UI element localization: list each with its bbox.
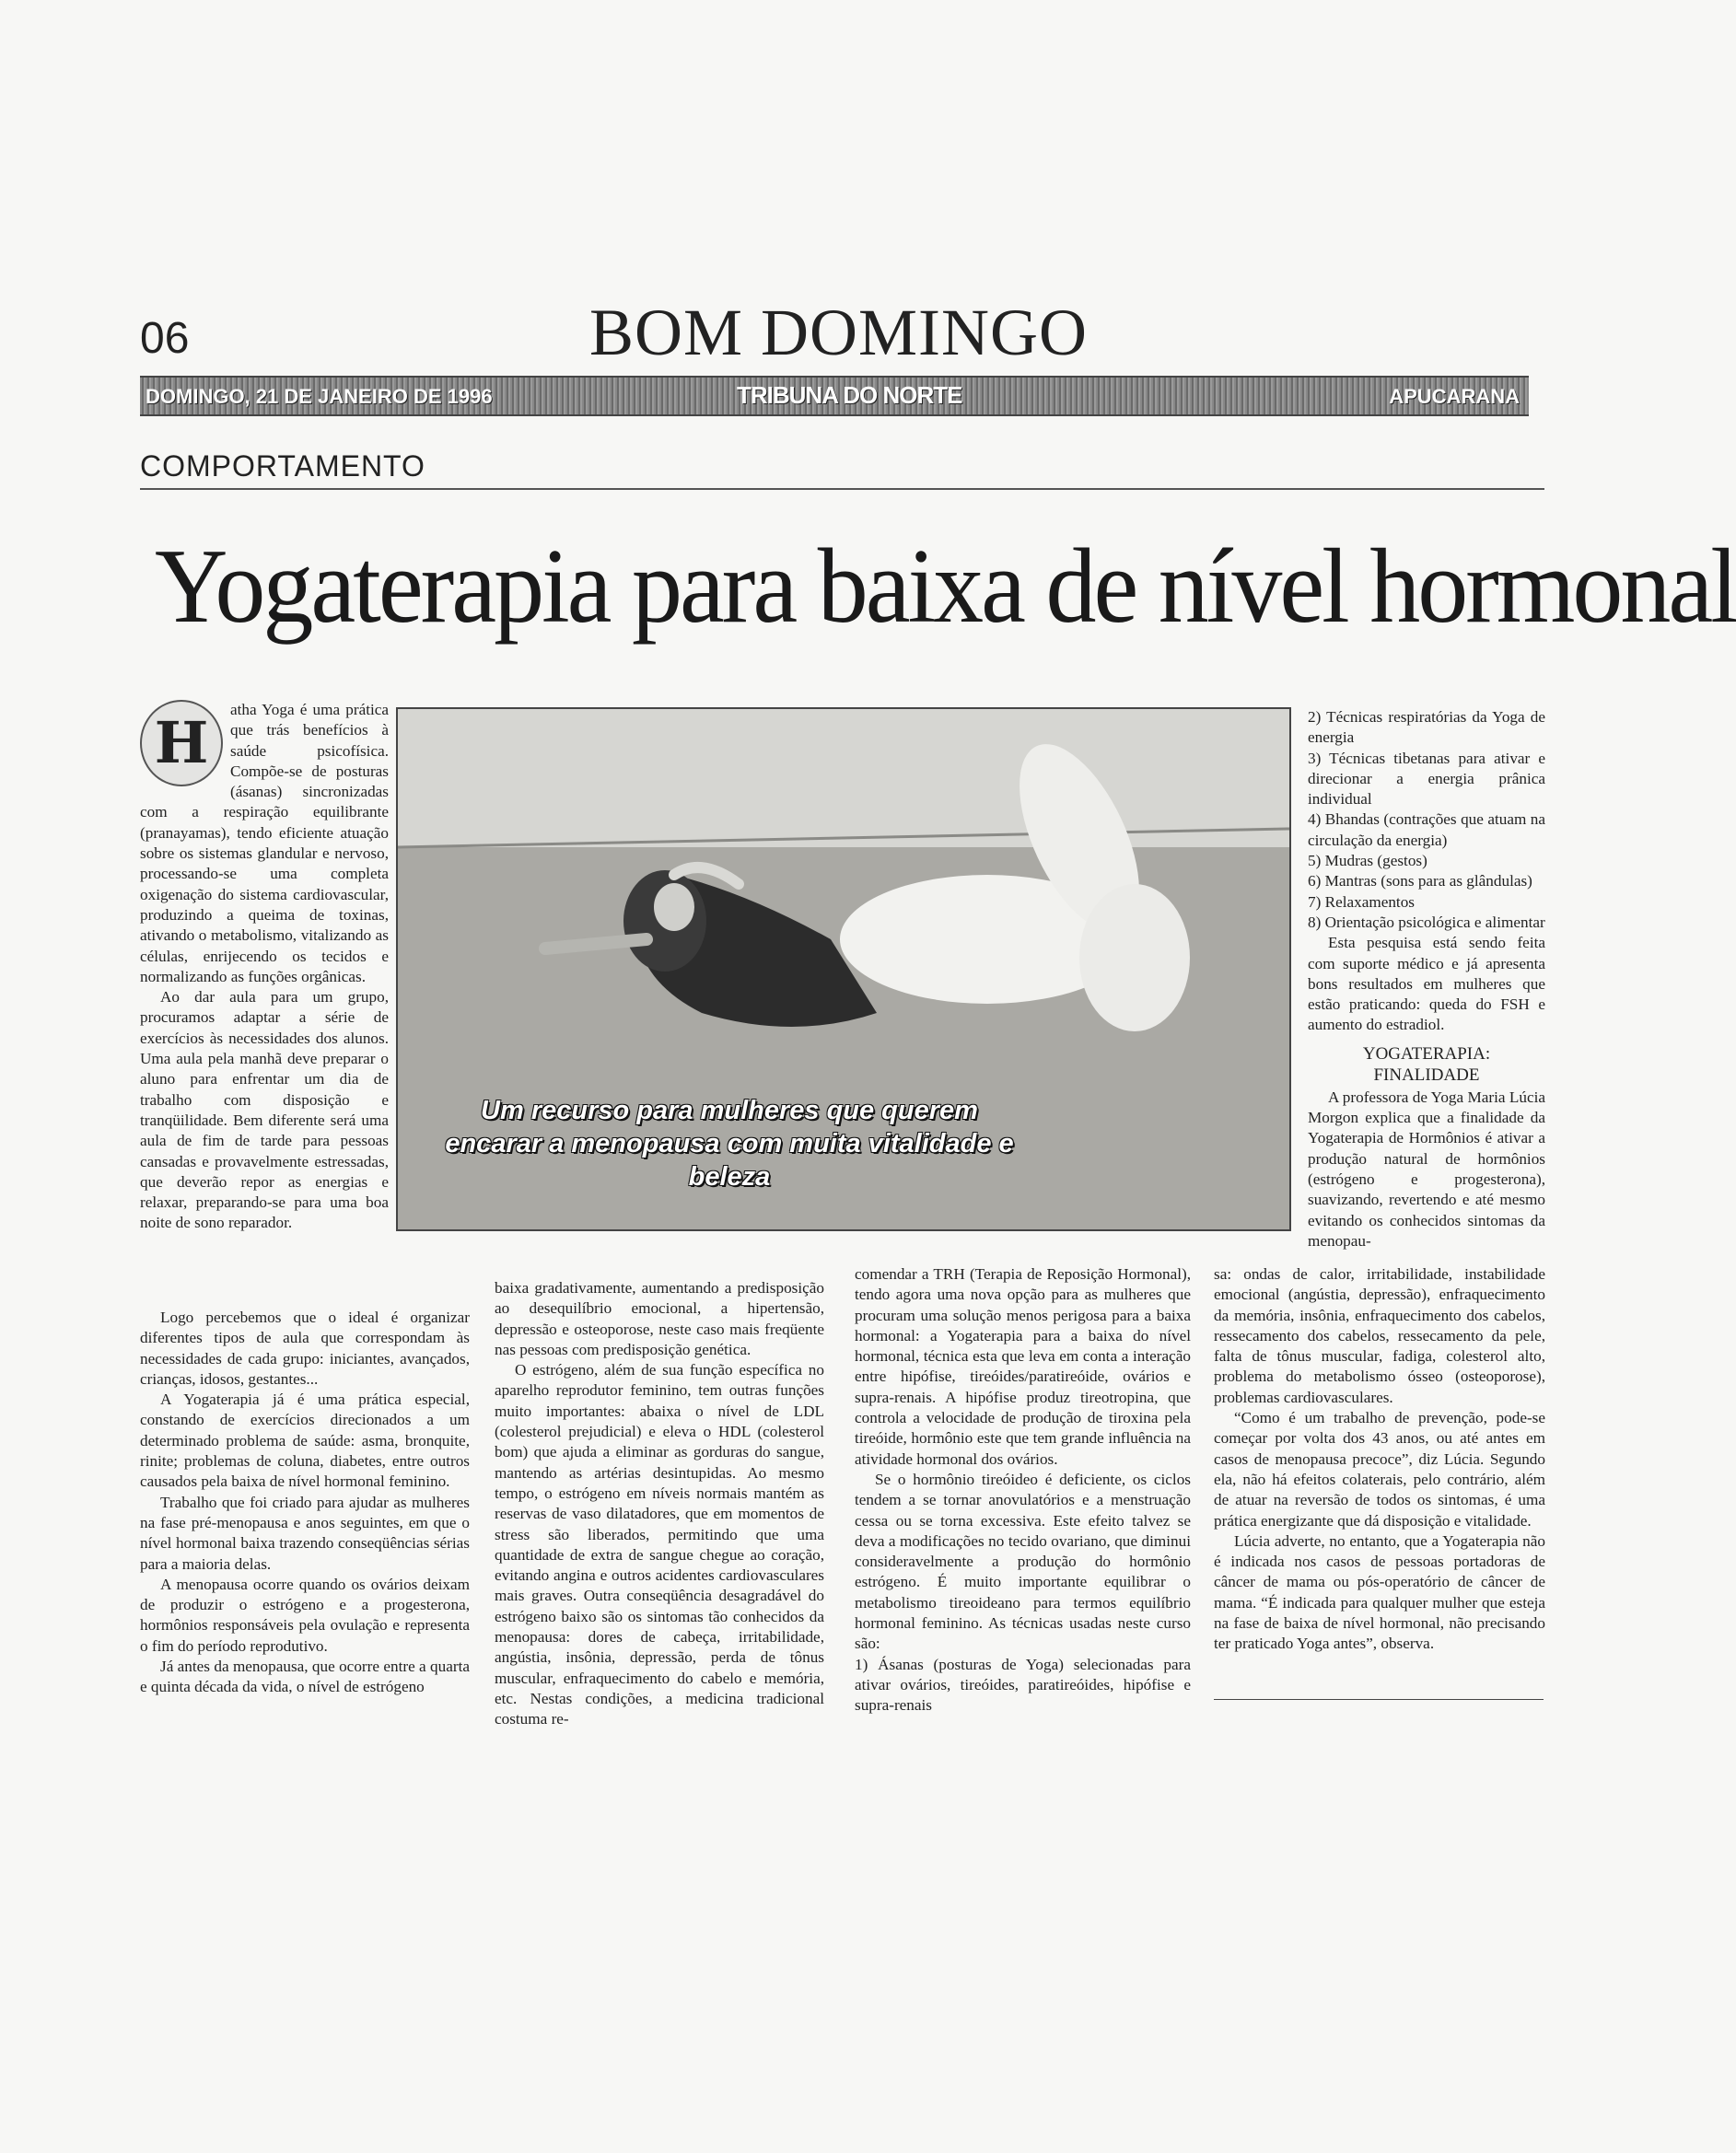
headline: Yogaterapia para baixa de nível hormonal: [155, 527, 1736, 646]
article-column-4: [1308, 707, 1545, 1251]
article-photo: [396, 707, 1291, 1231]
paragraph: comendar a TRH (Terapia de Reposição Hormonal), tendo agora uma nova opção para as mulheres que procuram uma solução menos perigosa para a baixa hormonal: a Yogaterapia para a baixa do nível hormonal, técnica esta que leva em conta a interação entre hipófise, tireóides/paratireóide, ovários e supra-renais. A hipófise produz tireotropina, que controla a velocidade de produção de tiroxina pela tireóide, hormônio este que tem grande influência na atividade hormonal dos ovários.: [855, 1265, 1191, 1468]
list-item: 5) Mudras (gestos): [1308, 852, 1427, 870]
list-item: 3) Técnicas tibetanas para ativar e direcionar a energia prânica individual: [1308, 749, 1545, 809]
dropcap: H: [140, 700, 223, 786]
paragraph: 1) Ásanas (posturas de Yoga) selecionadas para ativar ovários, tireóides, paratireóides, hipófise e supra-renais: [855, 1655, 1191, 1715]
section-title: BOM DOMINGO: [589, 296, 1089, 369]
article-column-2: [495, 1278, 824, 1730]
list-item: 2) Técnicas respiratórias da Yoga de energia: [1308, 708, 1545, 747]
city-name: APUCARANA: [1389, 385, 1520, 408]
publication-date: DOMINGO, 21 DE JANEIRO DE 1996: [146, 385, 493, 408]
page-number: 06: [140, 314, 190, 363]
paragraph: Ao dar aula para um grupo, procuramos adaptar a série de exercícios às necessidades dos alunos. Uma aula pela manhã deve preparar o aluno para enfrentar um dia de trabalho com disposição e tranqüilidade. Bem diferente será uma aula de fim de tarde para pessoas cansadas e provavelmente estressadas, que deverão repor as energias e relaxar, preparando-se para uma boa noite de sono reparador.: [140, 988, 389, 1232]
article-column-1-lower: [140, 1308, 470, 1698]
newspaper-name: TRIBUNA DO NORTE: [737, 381, 962, 409]
divider: [140, 488, 1544, 490]
paragraph: Lúcia adverte, no entanto, que a Yogaterapia não é indicada nos casos de pessoas portadoras de câncer de mama ou pós-operatório de câncer de mama. “É indicada para qualquer mulher que esteja na fase de baixa de nível hormonal, não precisando ter praticado Yoga antes”, observa.: [1214, 1531, 1545, 1653]
paragraph: Esta pesquisa está sendo feita com suporte médico e já apresenta bons resultados em mulheres que estão praticando: queda do FSH e aumento do estradiol.: [1308, 934, 1545, 1034]
paragraph: A professora de Yoga Maria Lúcia Morgon explica que a finalidade da Yogaterapia de Hormônios é ativar a produção natural de hormônios (estrógeno e progesterona), suavizando, revertendo e até mesmo evitando os conhecidos sintomas da menopau-: [1308, 1088, 1545, 1250]
photo-caption: Um recurso para mulheres que querem encarar a menopausa com muita vitalidade e beleza: [445, 1096, 1014, 1192]
paragraph: Logo percebemos que o ideal é organizar diferentes tipos de aula que correspondam às necessidades de cada grupo: iniciantes, avançados, crianças, idosos, gestantes...: [140, 1309, 470, 1388]
article-column-3: [855, 1264, 1191, 1717]
paragraph: baixa gradativamente, aumentando a predisposição ao desequilíbrio emocional, a hipertensão, depressão e osteoporose, neste caso mais freqüente nas pessoas com predisposição genética.: [495, 1279, 824, 1358]
list-item: 4) Bhandas (contrações que atuam na circulação da energia): [1308, 810, 1545, 849]
paragraph: Já antes da menopausa, que ocorre entre a quarta e quinta década da vida, o nível de estrógeno: [140, 1658, 470, 1696]
list-item: 8) Orientação psicológica e alimentar: [1308, 913, 1545, 931]
paragraph: Trabalho que foi criado para ajudar as mulheres na fase pré-menopausa e anos seguintes, em que o nível hormonal baixa trazendo conseqüências sérias para a maioria delas.: [140, 1493, 470, 1573]
article-column-4-lower: [1214, 1264, 1545, 1655]
category-label: COMPORTAMENTO: [140, 449, 425, 483]
divider: [1214, 1699, 1544, 1700]
dateline-bar: [140, 376, 1529, 416]
article-column-1: [140, 700, 389, 1234]
list-item: 7) Relaxamentos: [1308, 892, 1415, 911]
paragraph: atha Yoga é uma prática que trás benefícios à saúde psicofísica. Compõe-se de posturas (ásanas) sincronizadas com a respiração equilibrante (pranayamas), tendo eficiente atuação sobre os sistemas glandular e nervoso, processando-se uma completa oxigenação do sistema cardiovascular, produzindo a queima de toxinas, ativando o metabolismo, vitalizando as células, enrijecendo os tecidos e normalizando as funções orgânicas.: [140, 701, 389, 985]
list-item: 6) Mantras (sons para as glândulas): [1308, 872, 1532, 890]
paragraph: O estrógeno, além de sua função específica no aparelho reprodutor feminino, tem outras funções muito importantes: abaixa o nível de LDL (colesterol prejudicial) e eleva o HDL (colesterol bom) que ajuda a eliminar as gorduras do sangue, mantendo as artérias desintupidas. Ao mesmo tempo, o estrógeno em níveis normais mantém as reservas de vaso dilatadores, que em momentos de stress são liberados, permitindo que uma quantidade de extra de sangue chegue ao coração, evitando angina e outros acidentes cardiovasculares mais graves. Outra conseqüência desagradável do estrógeno baixo são os sintomas tão conhecidos da menopausa: dores de cabeça, irritabilidade, angústia, insônia, depressão, perda de tônus muscular, enfraquecimento do cabelo e memória, etc. Nestas condições, a medicina tradicional costuma re-: [495, 1361, 824, 1728]
subheading: YOGATERAPIA: FINALIDADE: [1362, 1043, 1491, 1085]
paragraph: A Yogaterapia já é uma prática especial, constando de exercícios direcionados a um determinado problema de saúde: asma, bronquite, rinite; problemas de coluna, diabetes, entre outros causados pela baixa de nível hormonal feminino.: [140, 1391, 470, 1491]
paragraph: “Como é um trabalho de prevenção, pode-se começar por volta dos 43 anos, ou até antes em casos de menopausa precoce”, diz Lúcia. Segundo ela, não há efeitos colaterais, pelo contrário, além de atuar na reversão de todos os sintomas, é uma prática energizante que dá disposição e vitalidade.: [1214, 1409, 1545, 1530]
paragraph: A menopausa ocorre quando os ovários deixam de produzir o estrógeno e a progesterona, hormônios responsáveis pela ovulação e representa o fim do período reprodutivo.: [140, 1575, 470, 1655]
paragraph: Se o hormônio tireóideo é deficiente, os ciclos tendem a se tornar anovulatórios e a menstruação cessa ou se torna excessiva. Este efeito talvez se deva a modificações no tecido ovariano, que diminui consideravelmente a produção do hormônio estrógeno. É muito importante equilibrar o metabolismo tireoideano para termos equilíbrio hormonal feminino. As técnicas usadas neste curso são:: [855, 1470, 1191, 1653]
paragraph: sa: ondas de calor, irritabilidade, instabilidade emocional (angústia, depressão), enfraquecimento da memória, insônia, enfraquecimento dos cabelos, ressecamento dos cabelos, ressecamento da pele, falta de tônus muscular, fadiga, colesterol alto, problema do metabolismo ósseo (osteoporose), problemas cardiovasculares.: [1214, 1265, 1545, 1406]
